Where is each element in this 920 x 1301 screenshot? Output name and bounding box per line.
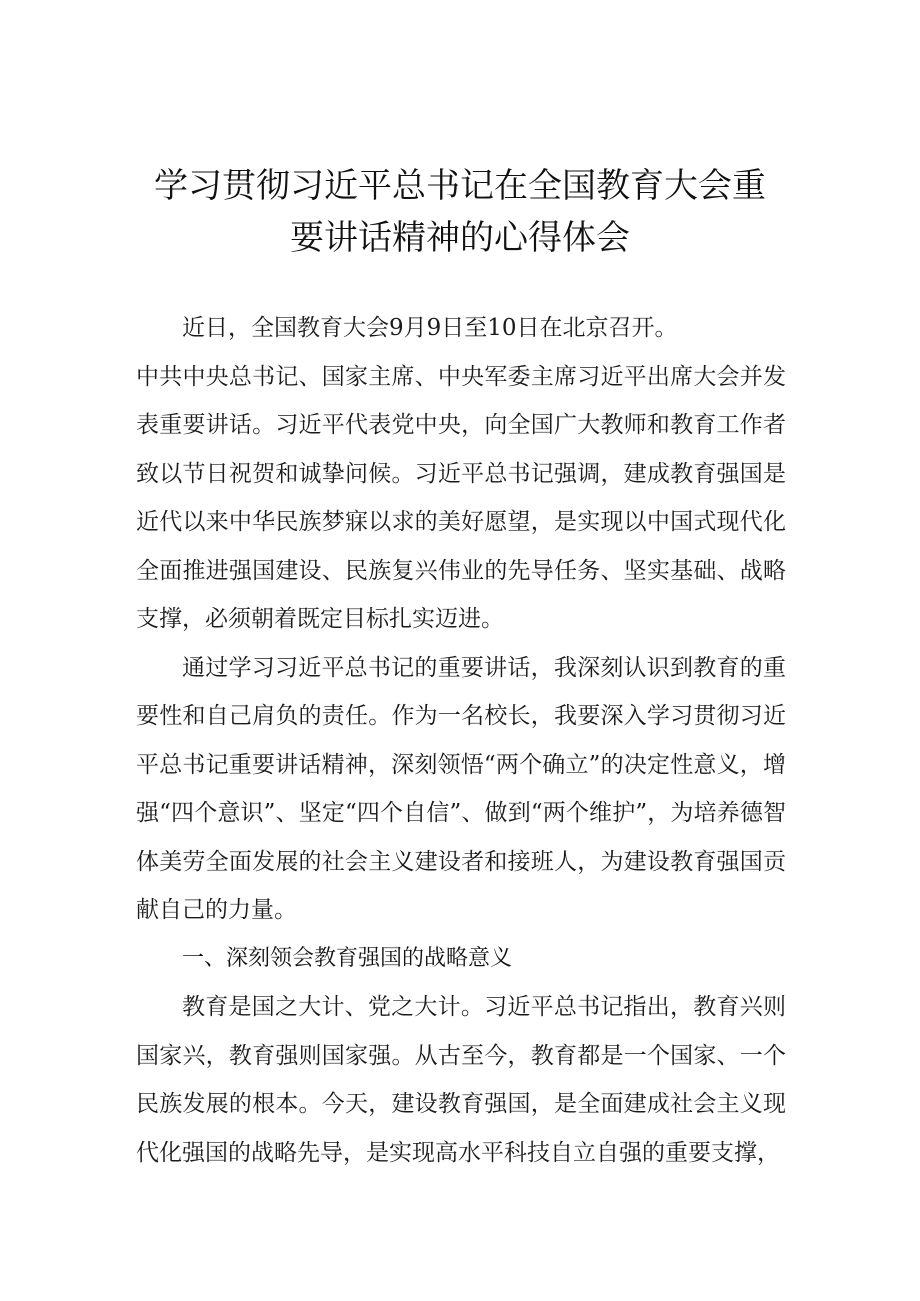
paragraph-reflection: 通过学习习近平总书记的重要讲话，我深刻认识到教育的重要性和自己肩负的责任。作为一名校长，我要深入学习贯彻习近平总书记重要讲话精神，深刻领悟“两个确立”的决定性意义，增强“四个意识”、坚定“四个自信”、做到“两个维护”，为培养德智体美劳全面发展的社会主义建设者和接班人，为建设教育强国贡献自己的力量。 — [136, 654, 786, 923]
paragraph-section-1: 教育是国之大计、党之大计。习近平总书记指出，教育兴则国家兴，教育强则国家强。从古至今，教育都是一个国家、一个民族发展的根本。今天，建设教育强国，是全面建成社会主义现代化强国的战略先导，是实现高水平科技自立自强的重要支撑， — [136, 994, 786, 1166]
title-line-2: 要讲话精神的心得体会 — [290, 218, 630, 258]
document-title — [150, 160, 770, 264]
paragraph-speech: 中共中央总书记、国家主席、中央军委主席习近平出席大会并发表重要讲话。习近平代表党中央，向全国广大教师和教育工作者致以节日祝贺和诚挚问候。习近平总书记强调，建成教育强国是近代以来中华民族梦寐以求的美好愿望，是实现以中国式现代化全面推进强国建设、民族复兴伟业的先导任务、坚实基础、战略支撑，必须朝着既定目标扎实迈进。 — [136, 363, 786, 632]
paragraph-intro: 近日，全国教育大会9月9日至10日在北京召开。 — [182, 315, 678, 341]
document-body — [136, 304, 786, 1177]
title-line-1: 学习贯彻习近平总书记在全国教育大会重 — [154, 166, 766, 206]
section-heading-1: 一、深刻领会教育强国的战略意义 — [182, 945, 513, 971]
